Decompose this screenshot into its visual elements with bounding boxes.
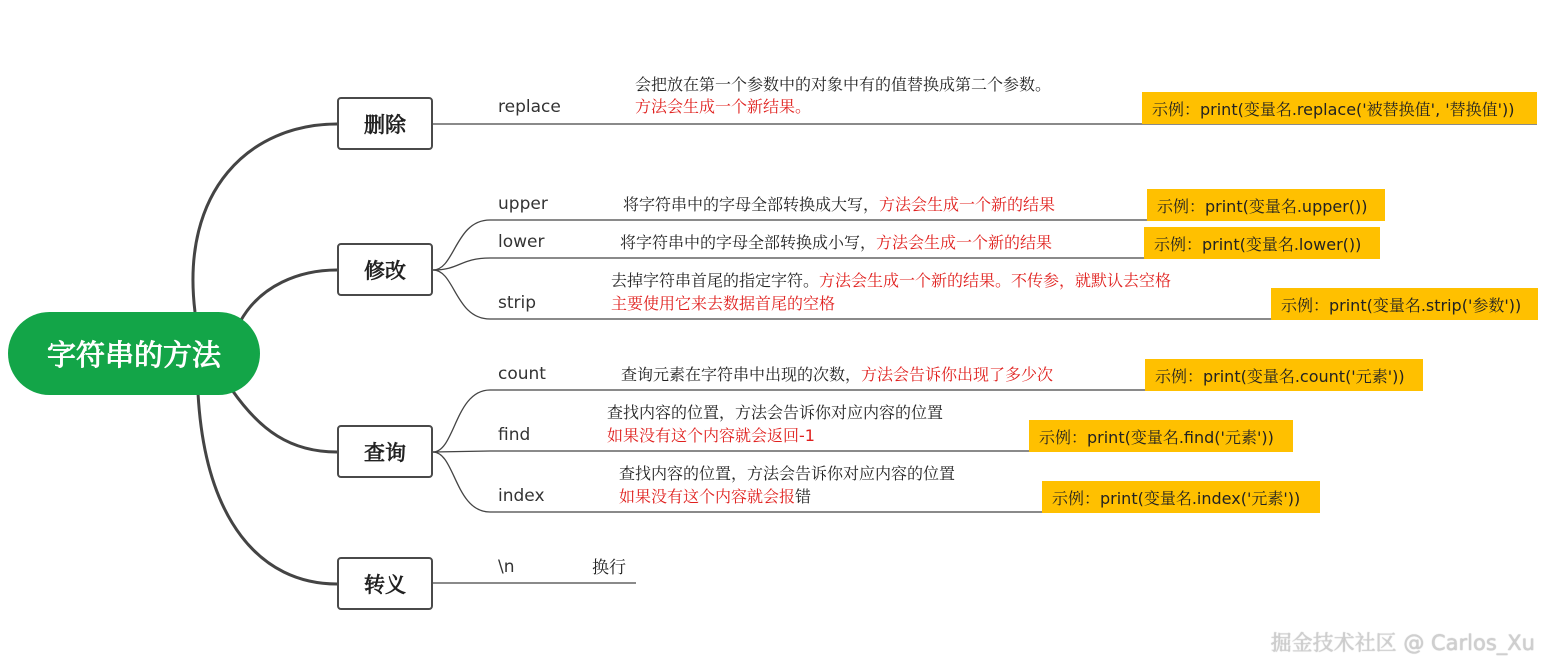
- desc-lower: [620, 232, 1052, 254]
- branch-escape: 转义: [337, 557, 433, 610]
- desc-strip-line2: 主要使用它来去数据首尾的空格: [611, 294, 836, 313]
- link-query-find: [433, 451, 490, 452]
- branch-query: 查询: [337, 425, 433, 478]
- link-root-modify: [240, 270, 337, 322]
- link-modify-upper: [433, 220, 490, 270]
- desc-index-line1: 查找内容的位置，方法会告诉你对应内容的位置: [619, 464, 956, 483]
- example-upper: 示例：print(变量名.upper()): [1147, 189, 1385, 221]
- example-replace: 示例：print(变量名.replace('被替换值', '替换值')): [1142, 92, 1537, 124]
- desc-find-line2: 如果没有这个内容就会返回-1: [607, 426, 815, 445]
- desc-upper: [623, 194, 1055, 216]
- desc-replace-line1: 会把放在第一个参数中的对象中有的值替换成第二个参数。: [635, 75, 1052, 94]
- link-root-escape: [198, 393, 337, 584]
- desc-upper-note: 方法会生成一个新的结果: [879, 195, 1056, 214]
- desc-lower-note: 方法会生成一个新的结果: [876, 233, 1053, 252]
- example-strip: 示例：print(变量名.strip('参数')): [1271, 288, 1538, 320]
- example-find: 示例：print(变量名.find('元素')): [1029, 420, 1293, 452]
- desc-strip-line1: [611, 270, 1171, 292]
- method-upper: upper: [498, 194, 548, 214]
- desc-replace-line2: 方法会生成一个新结果。: [635, 97, 812, 116]
- desc-index-note: 如果没有这个内容就会报: [619, 487, 796, 506]
- desc-count-note: 方法会告诉你出现了多少次: [861, 365, 1054, 384]
- link-modify-strip: [433, 270, 490, 319]
- desc-index-line2: [619, 486, 811, 508]
- desc-find-line1: 查找内容的位置，方法会告诉你对应内容的位置: [607, 403, 944, 422]
- desc-count: [621, 364, 1053, 386]
- method-replace: replace: [498, 97, 561, 117]
- desc-lower-text: 将字符串中的字母全部转换成小写，: [620, 233, 877, 252]
- example-lower: 示例：print(变量名.lower()): [1144, 227, 1380, 259]
- root-node: 字符串的方法: [8, 312, 260, 395]
- method-find: find: [498, 425, 531, 445]
- link-root-delete: [193, 124, 337, 312]
- link-query-count: [433, 390, 490, 452]
- desc-strip-note: 方法会生成一个新的结果。不传参，就默认去空格: [819, 271, 1172, 290]
- watermark: 掘金技术社区 @ Carlos_Xu: [1270, 631, 1535, 655]
- desc-count-text: 查询元素在字符串中出现的次数，: [621, 365, 862, 384]
- desc-index-tail: 错: [795, 487, 812, 506]
- method-newline: \n: [498, 557, 515, 577]
- desc-newline: 换行: [592, 558, 626, 578]
- example-index: 示例：print(变量名.index('元素')): [1042, 481, 1320, 513]
- branch-modify: 修改: [337, 243, 433, 296]
- method-strip: strip: [498, 293, 537, 313]
- example-count: 示例：print(变量名.count('元素')): [1145, 359, 1423, 391]
- link-query-index: [433, 452, 490, 512]
- link-root-query: [232, 390, 337, 452]
- method-lower: lower: [498, 232, 545, 252]
- method-count: count: [498, 364, 546, 384]
- desc-strip-text: 去掉字符串首尾的指定字符。: [611, 271, 820, 290]
- method-index: index: [498, 486, 545, 506]
- link-modify-lower: [433, 258, 490, 270]
- branch-delete: 删除: [337, 97, 433, 150]
- desc-upper-text: 将字符串中的字母全部转换成大写，: [623, 195, 880, 214]
